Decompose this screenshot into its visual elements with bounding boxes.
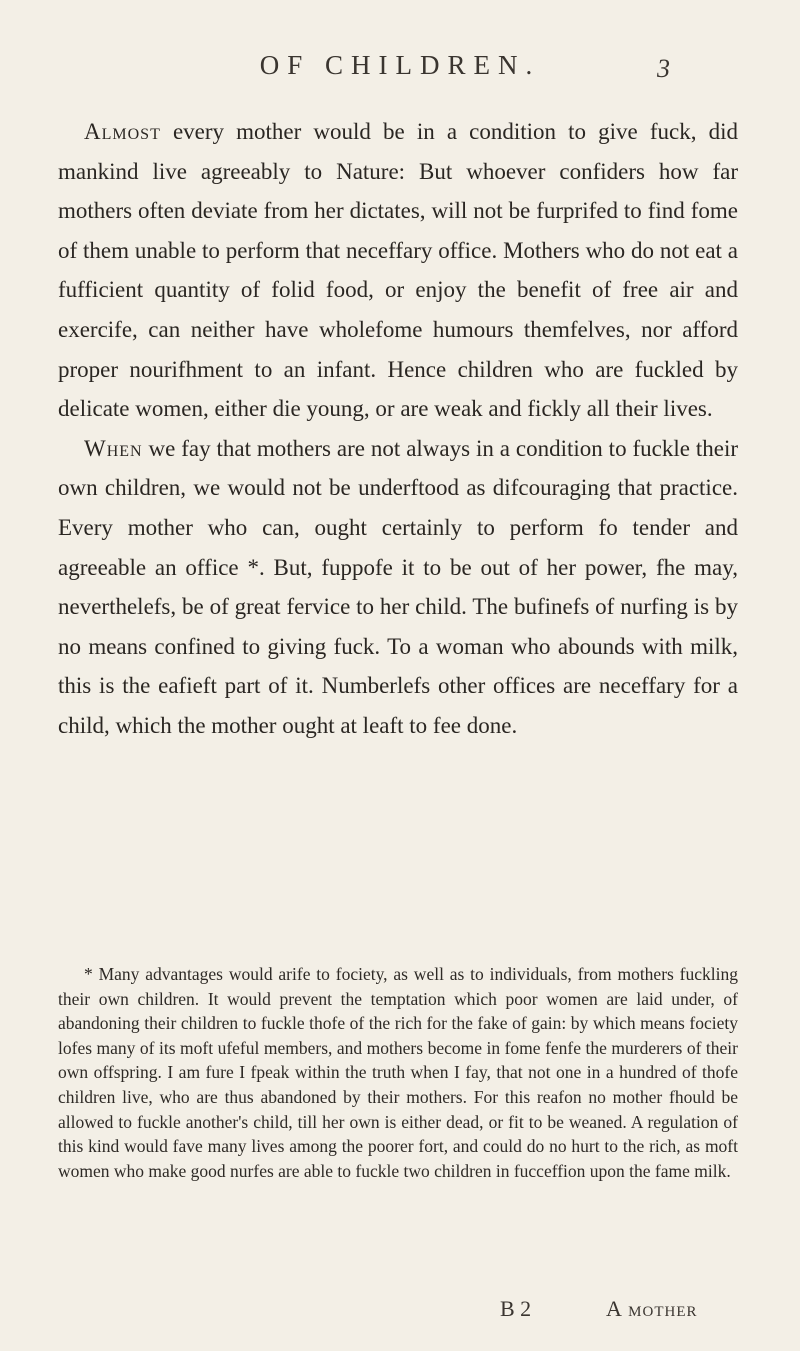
footnote [58, 962, 738, 1183]
paragraph-2-lead: When [84, 435, 143, 461]
catchword: A mother [606, 1296, 698, 1321]
paragraph-1-lead: Almost [84, 119, 161, 144]
running-head: OF CHILDREN. [259, 50, 541, 80]
signature-mark: B 2 [500, 1296, 532, 1321]
page-number: 3 [657, 54, 670, 83]
paragraph-1 [58, 112, 738, 429]
footnote-text: * Many advantages would arife to fociety, as well as to individuals, from mothers fuckling their own children. It would prevent the temptation which poor women are laid under, of abandoning their children to fuckle thofe of the rich for the fake of gain: by which means fociety lofes many of its moft ufeful members, and mothers become in fome fenfe the murderers of their own offspring. I am fure I fpeak within the truth when I fay, that not one in a hundred of thofe children live, who are thus abandoned by their mothers. For this reafon no mother fhould be allowed to fuckle another's child, till her own is either dead, or fit to be weaned. A regulation of this kind would fave many lives among the poorer fort, and could do no hurt to the rich, as moft women who make good nurfes are able to fuckle two children in fucceffion upon the fame milk. [58, 964, 738, 1181]
paragraph-1-text: every mother would be in a condition to give fuck, did mankind live agreeably to Nature: But whoever confiders how far mothers often deviate from her dictates, will not be furprifed to find fome of them unable to perform that neceffary office. Mothers who do not eat a fufficient quantity of folid food, or enjoy the benefit of free air and exercife, can neither have wholefome humours themfelves, nor afford proper nourifhment to an infant. Hence children who are fuckled by delicate women, either die young, or are weak and fickly all their lives. [58, 119, 738, 422]
paragraph-2 [58, 429, 738, 746]
paragraph-2-text: we fay that mothers are not always in a condition to fuckle their own children, we would not be underftood as difcouraging that practice. Every mother who can, ought certainly to perform fo tender and agreeable an office *. But, fuppofe it to be out of her power, fhe may, neverthelefs, be of great fervice to her child. The bufinefs of nurfing is by no means confined to giving fuck. To a woman who abounds with milk, this is the eafieft part of it. Numberlefs other offices are neceffary for a child, which the mother ought at leaft to fee done. [58, 435, 738, 738]
main-text [58, 112, 738, 746]
